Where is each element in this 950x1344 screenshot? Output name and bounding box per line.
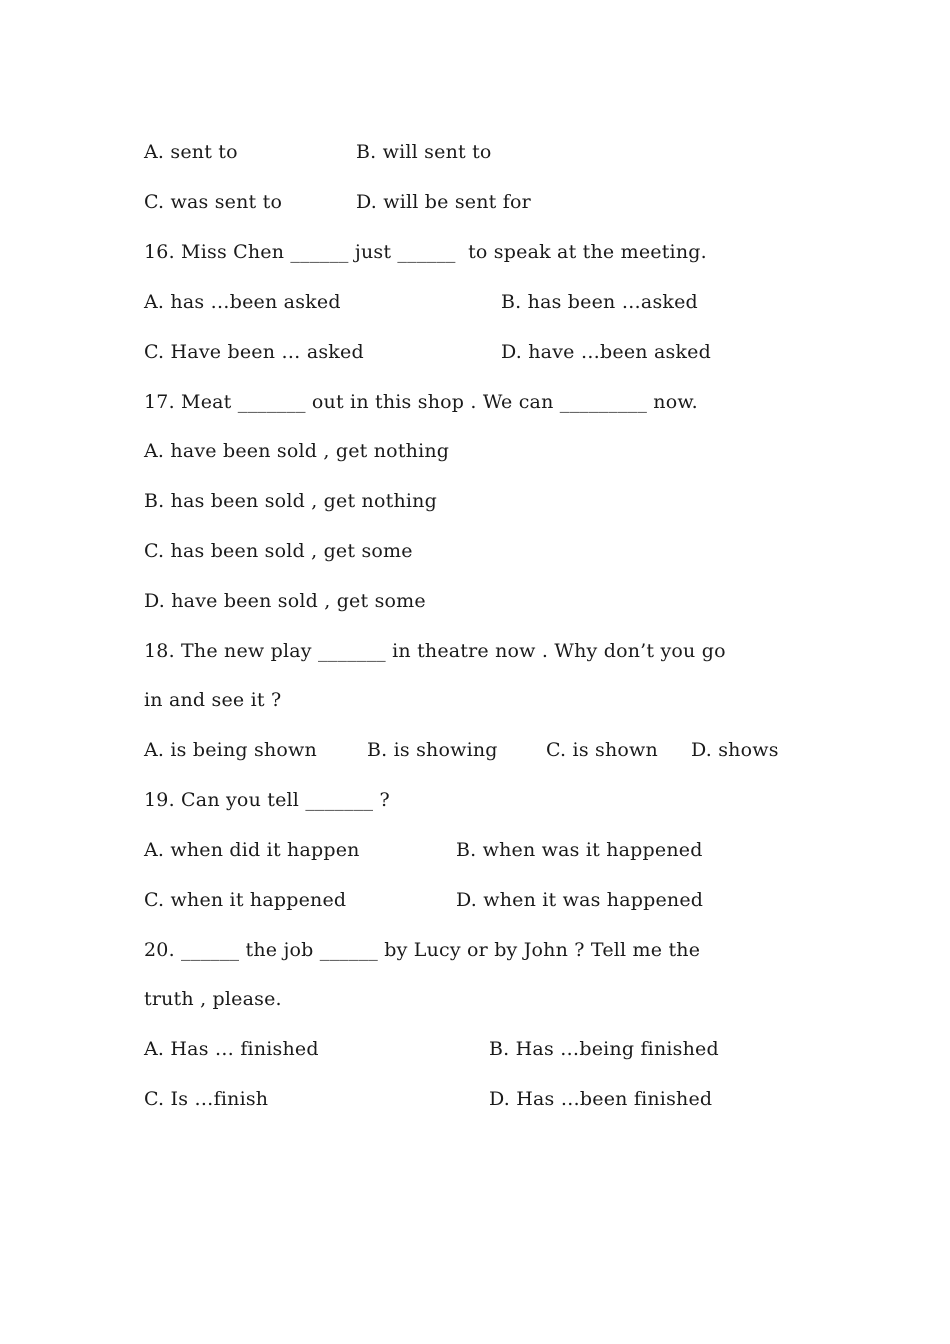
q16-option-c: C. Have been … asked xyxy=(144,341,364,363)
q16-stem: 16. Miss Chen ______ just ______ to speak at the meeting. xyxy=(144,241,707,263)
q18-option-b: B. is showing xyxy=(367,739,498,761)
q19-option-a: A. when did it happen xyxy=(144,839,360,861)
q20-option-c: C. Is …finish xyxy=(144,1088,269,1110)
q15-option-a: A. sent to xyxy=(144,141,238,163)
q17-option-b: B. has been sold , get nothing xyxy=(144,490,437,512)
q18-option-a: A. is being shown xyxy=(144,739,317,761)
q20-stem-line2: truth , please. xyxy=(144,988,282,1010)
q20-option-a: A. Has … finished xyxy=(144,1038,319,1060)
q18-stem-line2: in and see it ? xyxy=(144,689,282,711)
q18-stem-line1: 18. The new play _______ in theatre now . Why don’t you go xyxy=(144,640,726,662)
q20-stem-line1: 20. ______ the job ______ by Lucy or by John ? Tell me the xyxy=(144,939,701,961)
q17-option-d: D. have been sold , get some xyxy=(144,590,426,612)
q19-stem: 19. Can you tell _______ ? xyxy=(144,789,390,811)
q17-stem: 17. Meat _______ out in this shop . We can _________ now. xyxy=(144,391,698,413)
q16-option-b: B. has been …asked xyxy=(501,291,698,313)
q15-option-b: B. will sent to xyxy=(356,141,492,163)
q17-option-a: A. have been sold , get nothing xyxy=(144,440,450,462)
q15-option-d: D. will be sent for xyxy=(356,191,531,213)
q19-option-d: D. when it was happened xyxy=(456,889,704,911)
q20-option-d: D. Has …been finished xyxy=(489,1088,713,1110)
q19-option-b: B. when was it happened xyxy=(456,839,703,861)
q15-option-c: C. was sent to xyxy=(144,191,283,213)
q17-option-c: C. has been sold , get some xyxy=(144,540,413,562)
q19-option-c: C. when it happened xyxy=(144,889,347,911)
q18-option-c: C. is shown xyxy=(546,739,658,761)
q16-option-d: D. have …been asked xyxy=(501,341,711,363)
q20-option-b: B. Has …being finished xyxy=(489,1038,719,1060)
q16-option-a: A. has …been asked xyxy=(144,291,341,313)
q18-option-d: D. shows xyxy=(691,739,779,761)
